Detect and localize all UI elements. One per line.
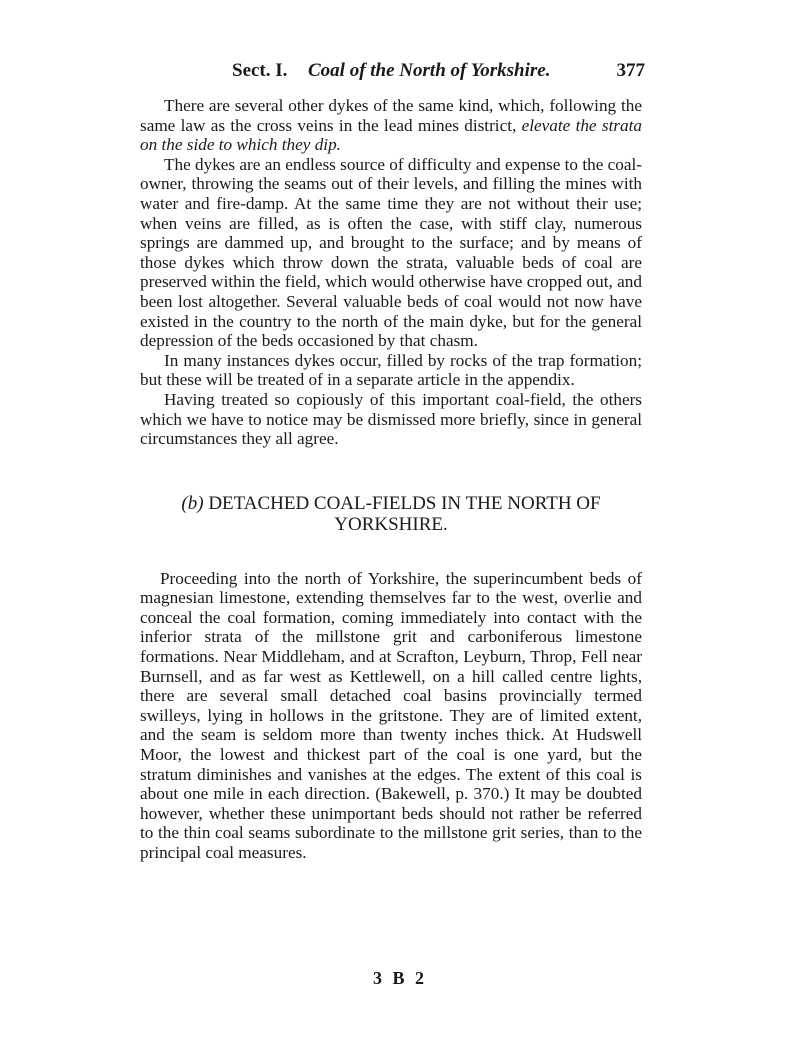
section-label: Sect. I. — [232, 60, 288, 81]
paragraph — [140, 96, 642, 155]
paragraph: Having treated so copiously of this important coal-field, the others which we have to notice may be dismissed more briefly, since in general circumstances they all agree. — [140, 389, 642, 449]
paragraph: In many instances dykes occur, filled by rocks of the trap formation; but these will be treated of in a separate article in the appendix. — [140, 350, 642, 390]
italic-phrase: elevate the strata on the side to which they dip. — [140, 115, 642, 155]
paragraph: Proceeding into the north of Yorkshire, the superincumbent beds of magnesian limestone, extending themselves far to the west, overlie and conceal the coal formation, coming immediately into contact with the inferior strata of the millstone grit and carboniferous limestone formations. Near Middleham, and at Scrafton, Leyburn, Throp, Fell near Burnsell, and as far west as Kettlewell, on a hill called centre lights, there are several small detached coal basins provincially termed swilleys, lying in hollows in the gritstone. They are of limited extent, and the seam is seldom more than twenty inches thick. At Hudswell Moor, the lowest and thickest part of the coal is one yard, but the stratum diminishes and vanishes at the edges. The extent of this coal is about one mile in each direction. (Bakewell, p. 370.) It may be doubted however, whether these unimportant beds should not rather be referred to the thin coal seams subordinate to the millstone grit series, than to the principal coal measures. — [140, 568, 642, 862]
running-title: Coal of the North of Yorkshire. — [308, 60, 551, 81]
running-header — [140, 60, 645, 88]
paragraph-text: There are several other dykes of the same kind, which, following the same law as the cross veins in the lead mines district, — [140, 96, 642, 135]
section-marker: (b) — [181, 492, 204, 514]
page-number: 377 — [616, 60, 645, 81]
paragraph: The dykes are an endless source of difficulty and expense to the coal-owner, throwing the seams out of their levels, and filling the mines with water and fire-damp. At the same time they are not without their use; when veins are filled, as is often the case, with stiff clay, numerous springs are dammed up, and brought to the surface; and by means of those dykes which throw down the strata, valuable beds of coal are preserved within the field, which would otherwise have cropped out, and been lost altogether. Several valuable beds of coal would not now have existed in the country to the north of the main dyke, but for the general depression of the beds occasioned by that chasm. — [140, 154, 642, 351]
section-heading-text: DETACHED COAL-FIELDS IN THE NORTH OF YORKSHIRE. — [208, 492, 601, 535]
page-body — [140, 96, 642, 863]
section-heading — [140, 493, 642, 535]
signature-mark: 3 B 2 — [372, 968, 427, 988]
section-body — [140, 569, 642, 863]
